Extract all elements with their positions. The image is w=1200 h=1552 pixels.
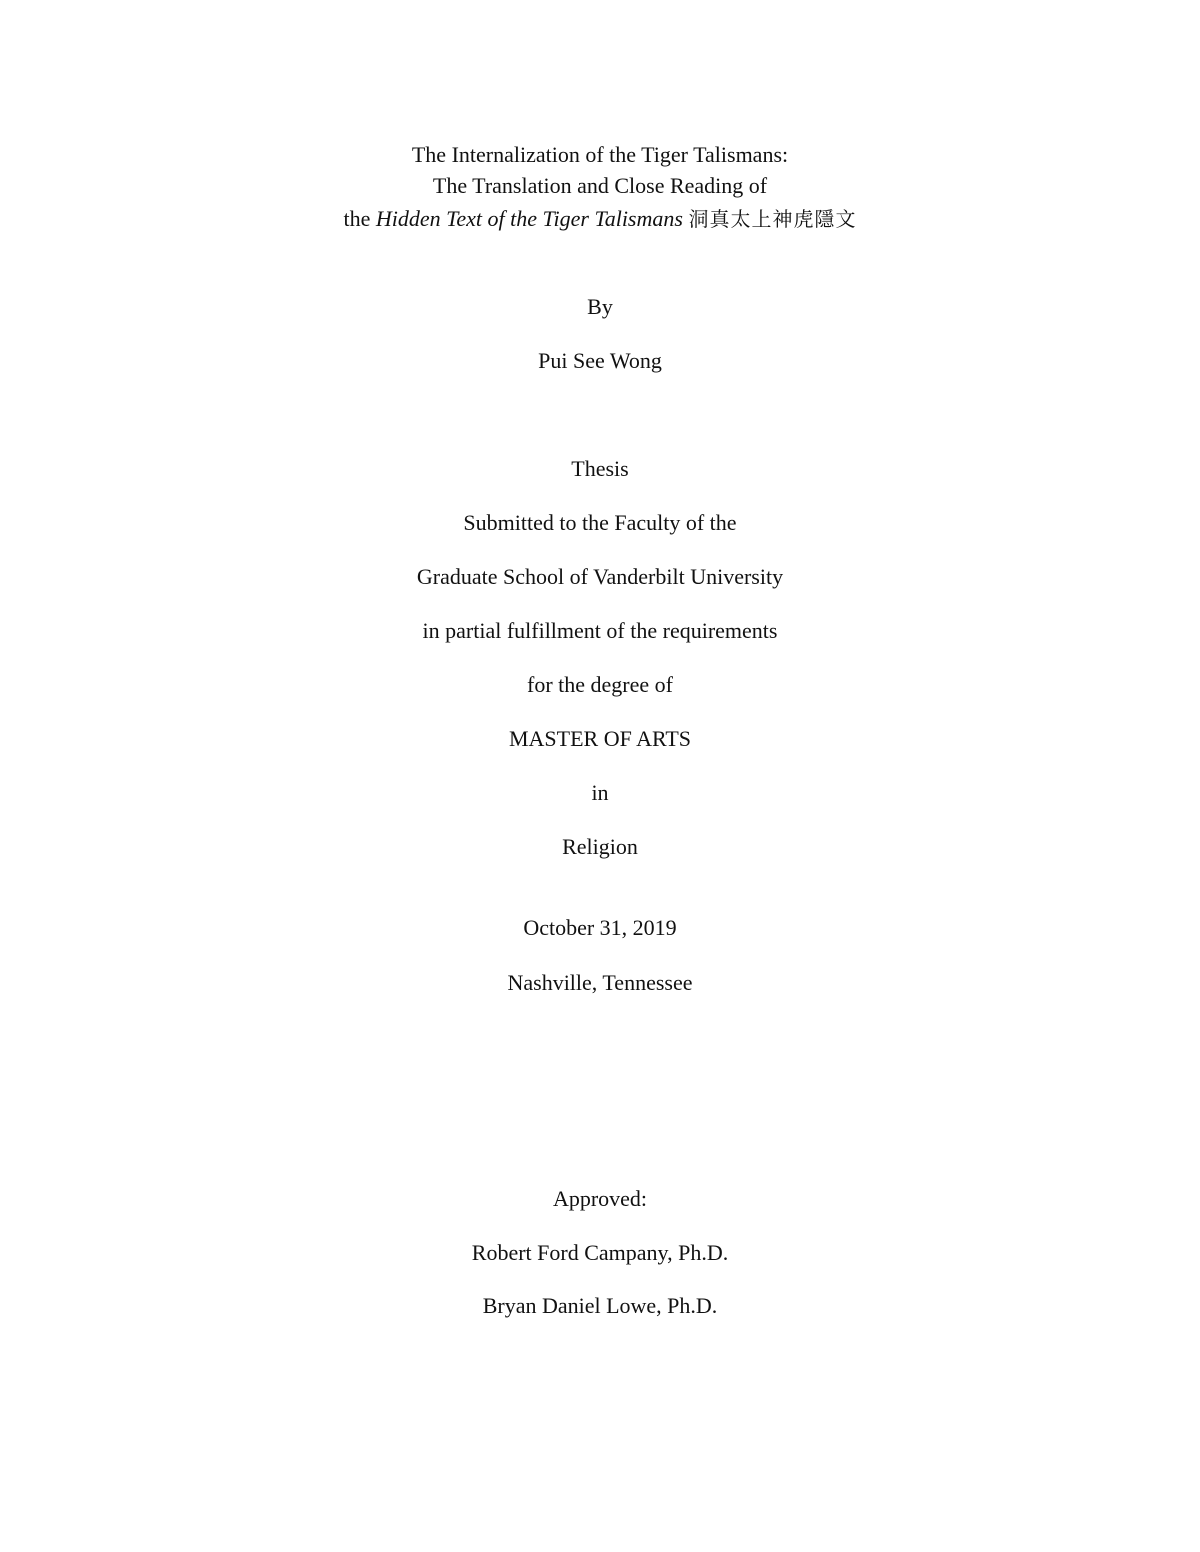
field-of-study: Religion [562, 834, 638, 859]
by-label: By [587, 294, 613, 319]
submission-line: Submitted to the Faculty of the [463, 510, 737, 535]
author-name: Pui See Wong [538, 348, 662, 373]
approver-name: Bryan Daniel Lowe, Ph.D. [482, 1293, 718, 1318]
approved-label: Approved: [552, 1186, 648, 1211]
approver-name: Robert Ford Campany, Ph.D. [471, 1240, 729, 1265]
submission-date: October 31, 2019 [523, 915, 677, 940]
title-italic-work: Hidden Text of the Tiger Talismans [375, 206, 683, 231]
title-line-1: The Internalization of the Tiger Talismans: [411, 142, 789, 167]
submission-line: for the degree of [527, 672, 673, 697]
title-line-3 [0, 204, 1200, 234]
title-line-3-prefix: the [343, 206, 376, 231]
degree: MASTER OF ARTS [508, 726, 692, 751]
title-chinese: 洞真太上神虎隱文 [688, 207, 857, 231]
title-line-2: The Translation and Close Reading of [432, 173, 768, 198]
document-type: Thesis [571, 456, 629, 481]
location: Nashville, Tennessee [507, 970, 693, 995]
submission-line: Graduate School of Vanderbilt University [416, 564, 784, 589]
submission-line: in partial fulfillment of the requirements [422, 618, 778, 643]
in-label: in [591, 780, 609, 805]
